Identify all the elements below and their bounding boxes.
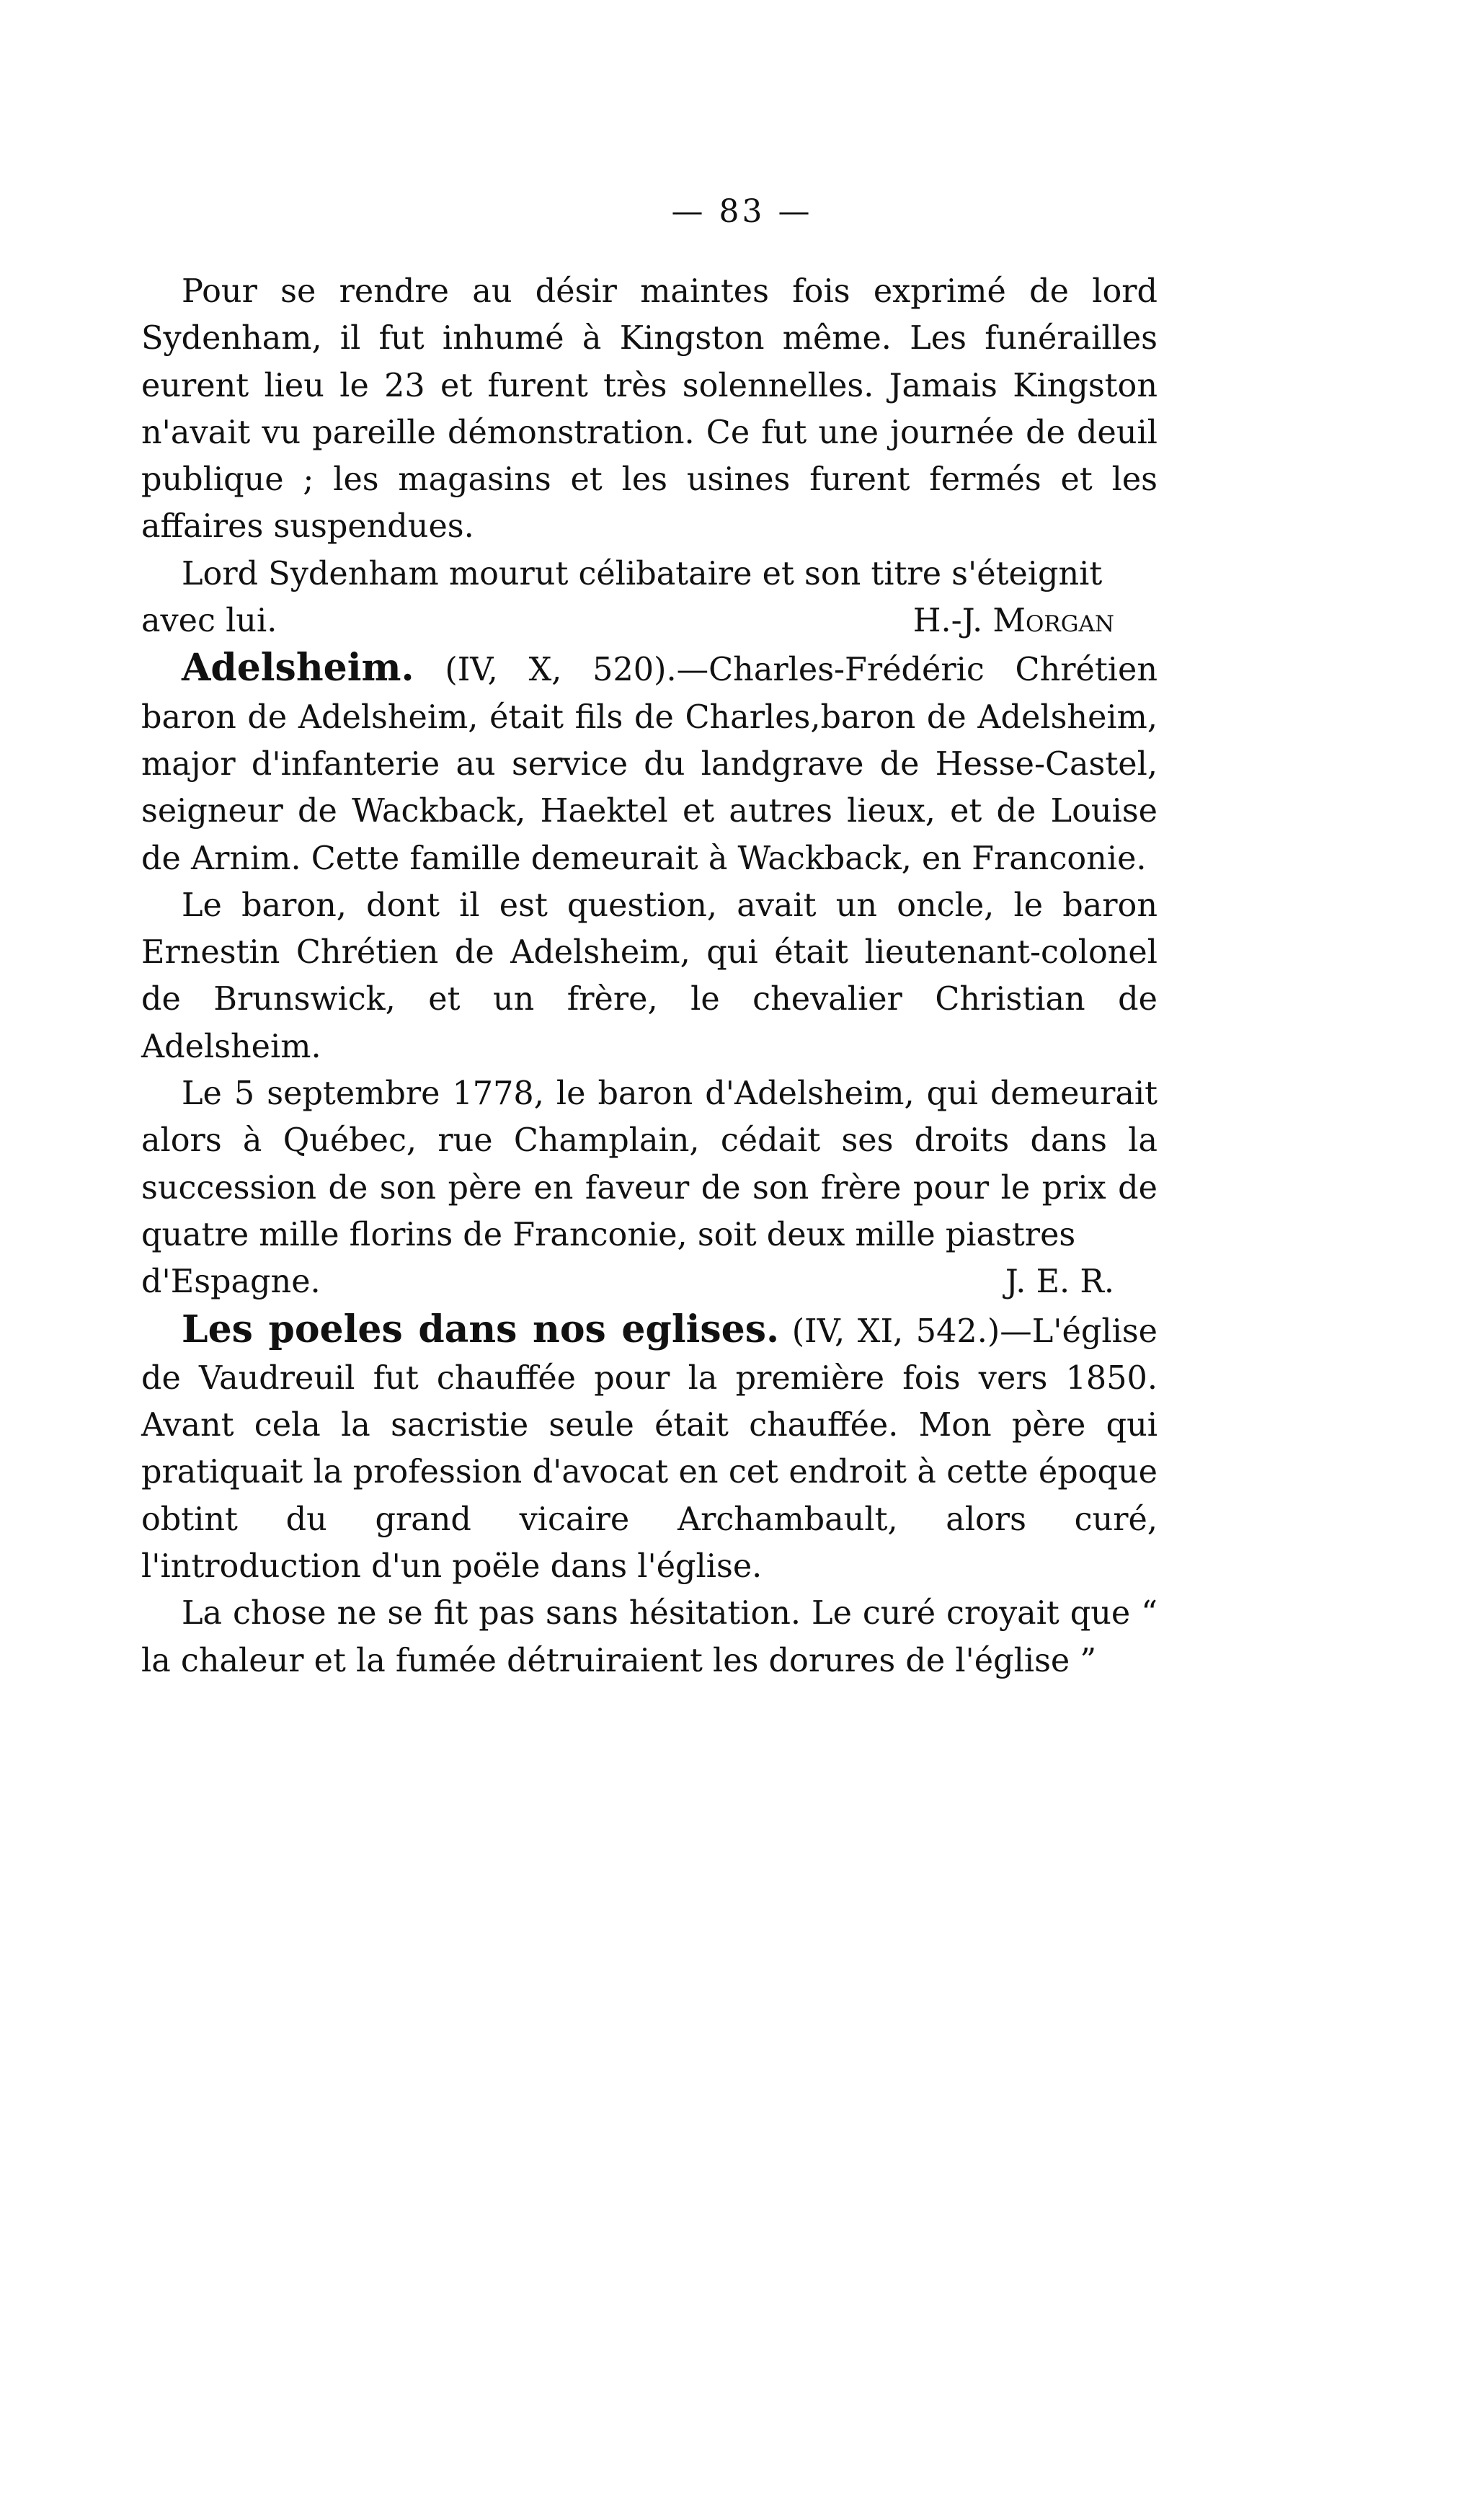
sydenham-paragraph-1: Pour se rendre au désir maintes fois exprimé de lord Sydenham, il fut inhumé à Kingston même. Les funérailles eurent lieu le 23 et furent très solennelles. Jamais Kingston n'avait vu pareille démonstration. Ce fut une journée de deuil publique ; les magasins et les usines furent fermés et les affaires suspendues.: [141, 273, 1158, 546]
poeles-paragraph-2: La chose ne se fit pas sans hésitation. Le curé croyait que “ la chaleur et la fumée détruiraient les dorures de l'église ”: [141, 1595, 1158, 1679]
adelsheim-entry: [141, 644, 1158, 881]
adelsheim-reference: (IV, X, 520).—: [414, 652, 709, 689]
page-number: — 83 —: [671, 193, 813, 230]
poeles-entry: [141, 1306, 1158, 1591]
sydenham-paragraph-2-end: avec lui.: [141, 603, 277, 640]
sydenham-closing-line: [141, 597, 1158, 644]
signature-morgan: H.-J. Morgan: [912, 603, 1114, 640]
text-column: [141, 268, 1158, 1684]
adelsheim-paragraph-1: Charles-Frédéric Chrétien baron de Adelsheim, était fils de Charles,baron de Adelsheim, major d'infanterie au service du landgrave de Hesse-Castel, seigneur de Wackback, Haektel et autres lieux, et de Louise de Arnim. Cette famille demeurait à Wackback, en Franconie.: [141, 652, 1158, 877]
poeles-paragraph-1: L'église de Vaudreuil fut chauffée pour la première fois vers 1850. Avant cela la sacristie seule était chauffée. Mon père qui pratiquait la profession d'avocat en cet endroit à cette époque obtint du grand vicaire Archambault, alors curé, l'introduction d'un poële dans l'église.: [141, 1312, 1158, 1586]
adelsheim-heading: Adelsheim.: [182, 646, 414, 690]
adelsheim-paragraph-3-end: d'Espagne.: [141, 1263, 321, 1301]
adelsheim-closing-line: [141, 1258, 1158, 1305]
sydenham-paragraph-2: Lord Sydenham mourut célibataire et son titre s'éteignit: [182, 555, 1103, 592]
adelsheim-paragraph-2: Le baron, dont il est question, avait un oncle, le baron Ernestin Chrétien de Adelsheim, qui était lieutenant-colonel de Brunswick, et un frère, le chevalier Christian de Adelsheim.: [141, 887, 1158, 1065]
poeles-heading: Les poeles dans nos eglises.: [182, 1307, 780, 1351]
poeles-reference: (IV, XI, 542.)—: [779, 1312, 1032, 1350]
signature-jer: J. E. R.: [1005, 1263, 1114, 1301]
adelsheim-paragraph-3: Le 5 septembre 1778, le baron d'Adelsheim, qui demeurait alors à Québec, rue Champlain, cédait ses droits dans la succession de son père en faveur de son frère pour le prix de quatre mille florins de Franconie, soit deux mille piastres: [141, 1075, 1158, 1253]
